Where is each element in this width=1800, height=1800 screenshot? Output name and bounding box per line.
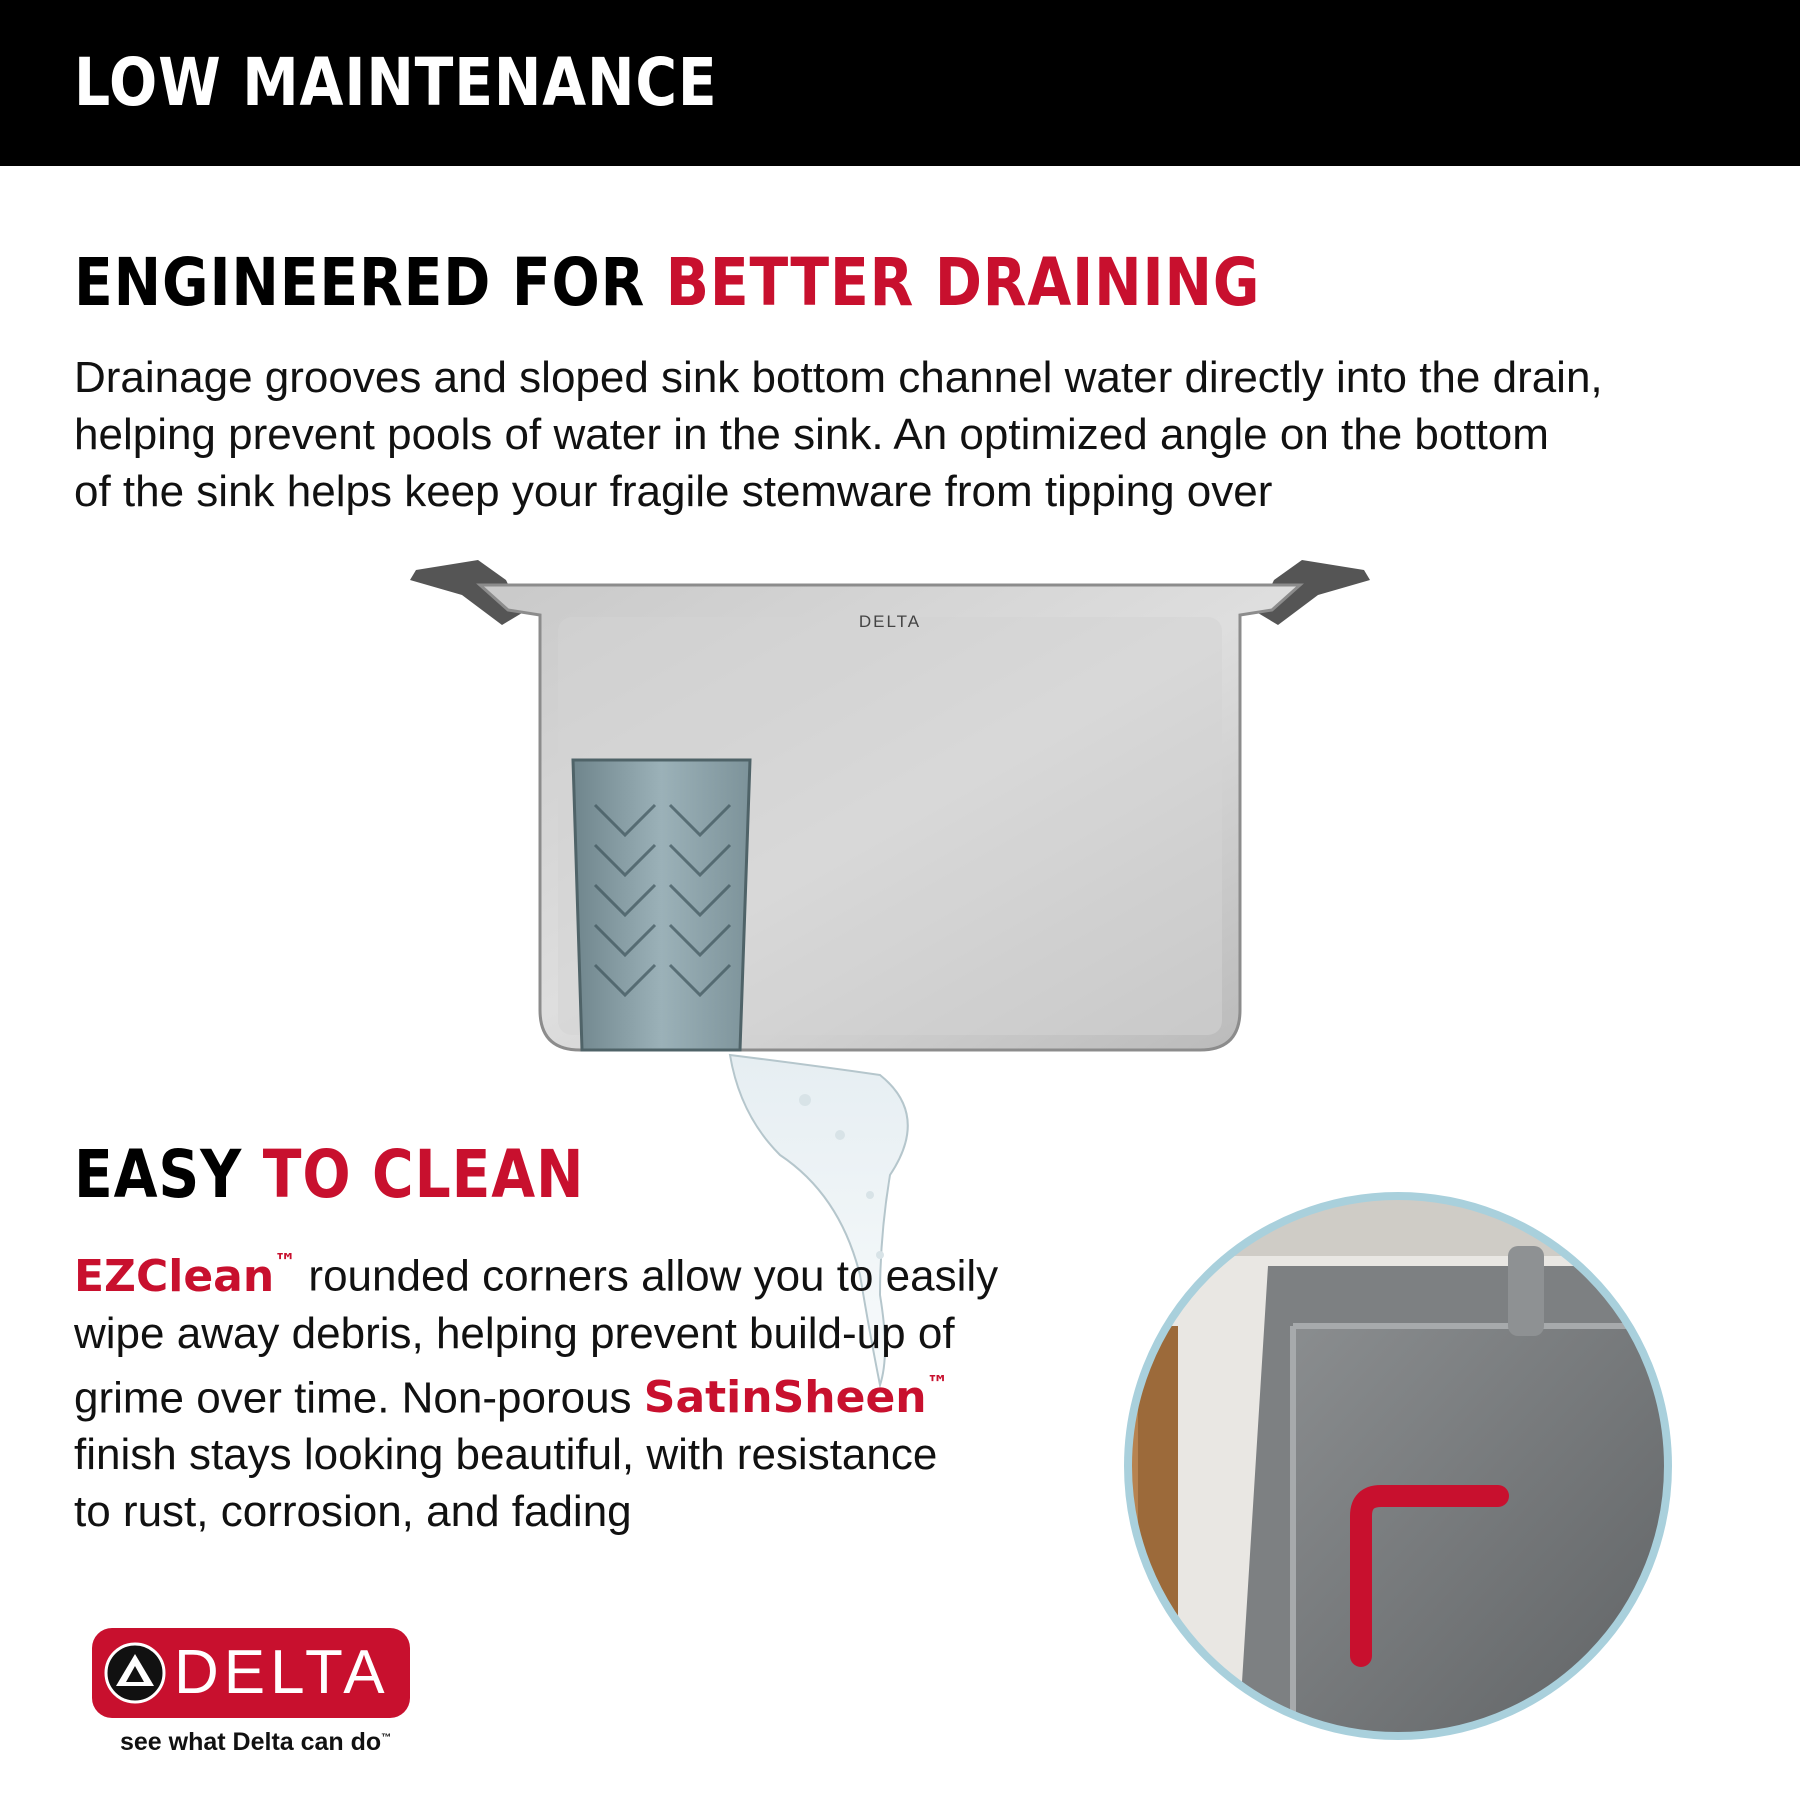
delta-emblem-icon: [104, 1642, 166, 1704]
delta-logo: [92, 1628, 410, 1718]
ezclean-brand: EZClean™: [74, 1250, 297, 1302]
clean-line: EZClean™ rounded corners allow you to easily: [74, 1250, 999, 1302]
draining-line: Drainage grooves and sloped sink bottom channel water directly into the drain,: [74, 353, 1603, 402]
clean-line: to rust, corrosion, and fading: [74, 1487, 632, 1537]
clean-description: [74, 1240, 998, 1540]
draining-line: helping prevent pools of water in the sink. An optimized angle on the bottom: [74, 410, 1549, 459]
draining-heading-accent: BETTER DRAINING: [665, 244, 1261, 321]
draining-description: [74, 349, 1603, 520]
clean-line: finish stays looking beautiful, with resistance: [74, 1430, 938, 1480]
sink-engraving: DELTA: [858, 612, 922, 631]
header-bar: [0, 0, 1800, 166]
draining-heading-plain: ENGINEERED FOR: [74, 244, 666, 321]
clean-heading-plain: EASY: [74, 1136, 263, 1213]
draining-heading: [74, 244, 1260, 321]
logo-tagline: see what Delta can do™: [120, 1728, 392, 1756]
corner-detail-image: [1118, 1186, 1678, 1746]
clean-heading-accent: TO CLEAN: [262, 1136, 585, 1213]
page-title: LOW MAINTENANCE: [74, 44, 718, 121]
logo-wordmark: DELTA: [174, 1638, 390, 1707]
clean-line: wipe away debris, helping prevent build-up of: [74, 1308, 955, 1358]
clean-heading: [74, 1136, 584, 1213]
satinsheen-brand: SatinSheen™: [643, 1371, 949, 1424]
draining-line: of the sink helps keep your fragile stemware from tipping over: [74, 467, 1273, 516]
clean-line: grime over time. Non-porous SatinSheen™: [74, 1371, 949, 1424]
glass: [573, 760, 750, 1050]
